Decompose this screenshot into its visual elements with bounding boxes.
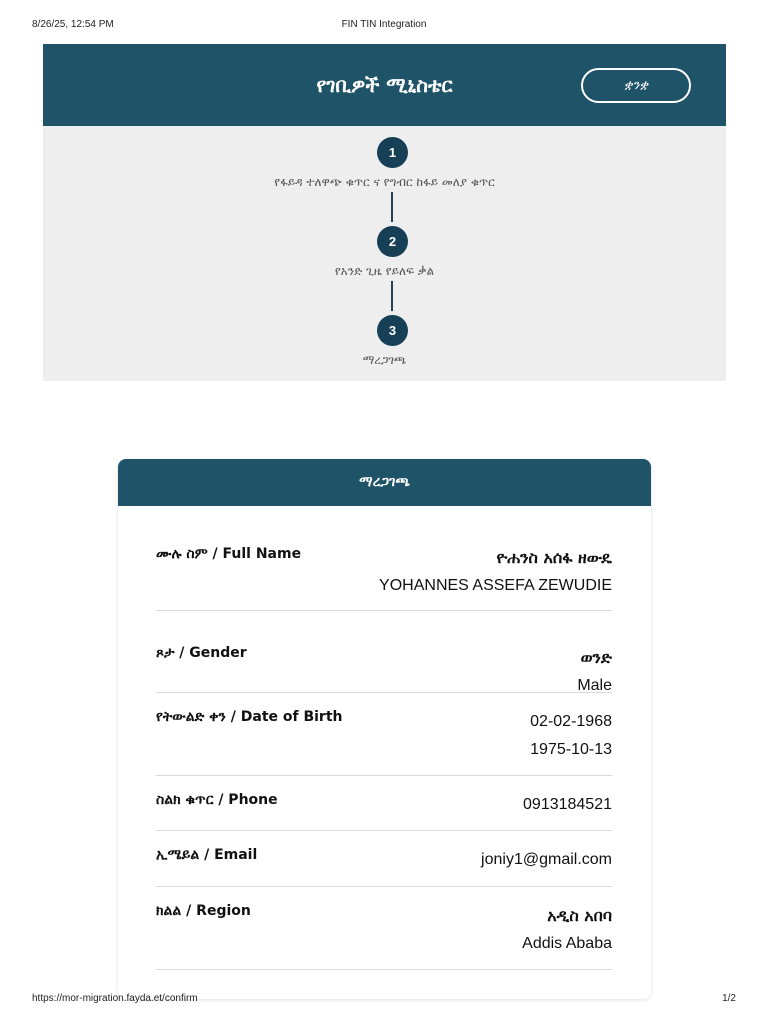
info-row-values <box>577 644 612 700</box>
info-row-value: joniy1@gmail.com <box>481 851 612 868</box>
info-row-value: ወንድ <box>580 648 612 667</box>
info-row-value: አዲስ አበባ <box>547 906 612 925</box>
info-row-label: የትውልድ ቀን / Date of Birth <box>156 709 343 725</box>
info-row-values <box>481 846 612 874</box>
print-footer <box>32 993 736 1007</box>
info-row-values <box>530 708 612 764</box>
card-title: ማረጋገጫ <box>118 459 651 506</box>
info-row-label: ኢሜይል / Email <box>156 847 258 863</box>
info-row-label: ክልል / Region <box>156 903 251 919</box>
info-row <box>156 887 612 970</box>
info-row <box>156 506 612 611</box>
ministry-title: የገቢዎች ሚኒስቴር <box>316 73 453 97</box>
step-1-circle: 1 <box>377 137 408 168</box>
info-row-values <box>379 544 612 600</box>
info-row-label: ጾታ / Gender <box>156 645 247 661</box>
print-url: https://mor-migration.fayda.et/confirm <box>32 993 198 1004</box>
step-2-label: የአንድ ጊዜ የይለፍ ቃል <box>334 264 435 278</box>
progress-stepper <box>43 126 726 381</box>
info-row-value: 02-02-1968 <box>530 713 612 730</box>
step-3-circle: 3 <box>377 315 408 346</box>
info-row-value: ዮሐንስ አሰፋ ዘውዴ <box>496 548 612 567</box>
confirmation-card <box>118 459 651 999</box>
info-row <box>156 776 612 831</box>
info-rows <box>156 506 612 970</box>
info-row <box>156 831 612 887</box>
ministry-header <box>43 44 726 126</box>
print-header <box>32 19 736 33</box>
print-datetime: 8/26/25, 12:54 PM <box>32 19 114 30</box>
info-row-label: ስልክ ቁጥር / Phone <box>156 792 278 808</box>
info-row-value: 0913184521 <box>523 796 612 813</box>
info-row-value: Addis Ababa <box>522 935 612 952</box>
info-row-value: YOHANNES ASSEFA ZEWUDIE <box>379 577 612 594</box>
language-button[interactable]: ቋንቋ <box>581 68 691 103</box>
info-row-label: ሙሉ ስም / Full Name <box>156 546 302 562</box>
print-page-number: 1/2 <box>722 993 736 1004</box>
step-3-label: ማረጋገጫ <box>362 353 407 367</box>
info-row-values <box>523 791 612 819</box>
info-row-value: Male <box>577 677 612 694</box>
info-row <box>156 611 612 693</box>
step-2-circle: 2 <box>377 226 408 257</box>
step-connector <box>391 192 393 222</box>
step-connector <box>391 281 393 311</box>
print-doc-title: FIN TIN Integration <box>341 19 427 30</box>
info-row <box>156 693 612 776</box>
info-row-value: 1975-10-13 <box>530 741 612 758</box>
step-1-label: የፋይዳ ተለዋጭ ቁጥር ና የግብር ከፋይ መለያ ቁጥር <box>274 175 495 189</box>
info-row-values <box>522 902 612 958</box>
